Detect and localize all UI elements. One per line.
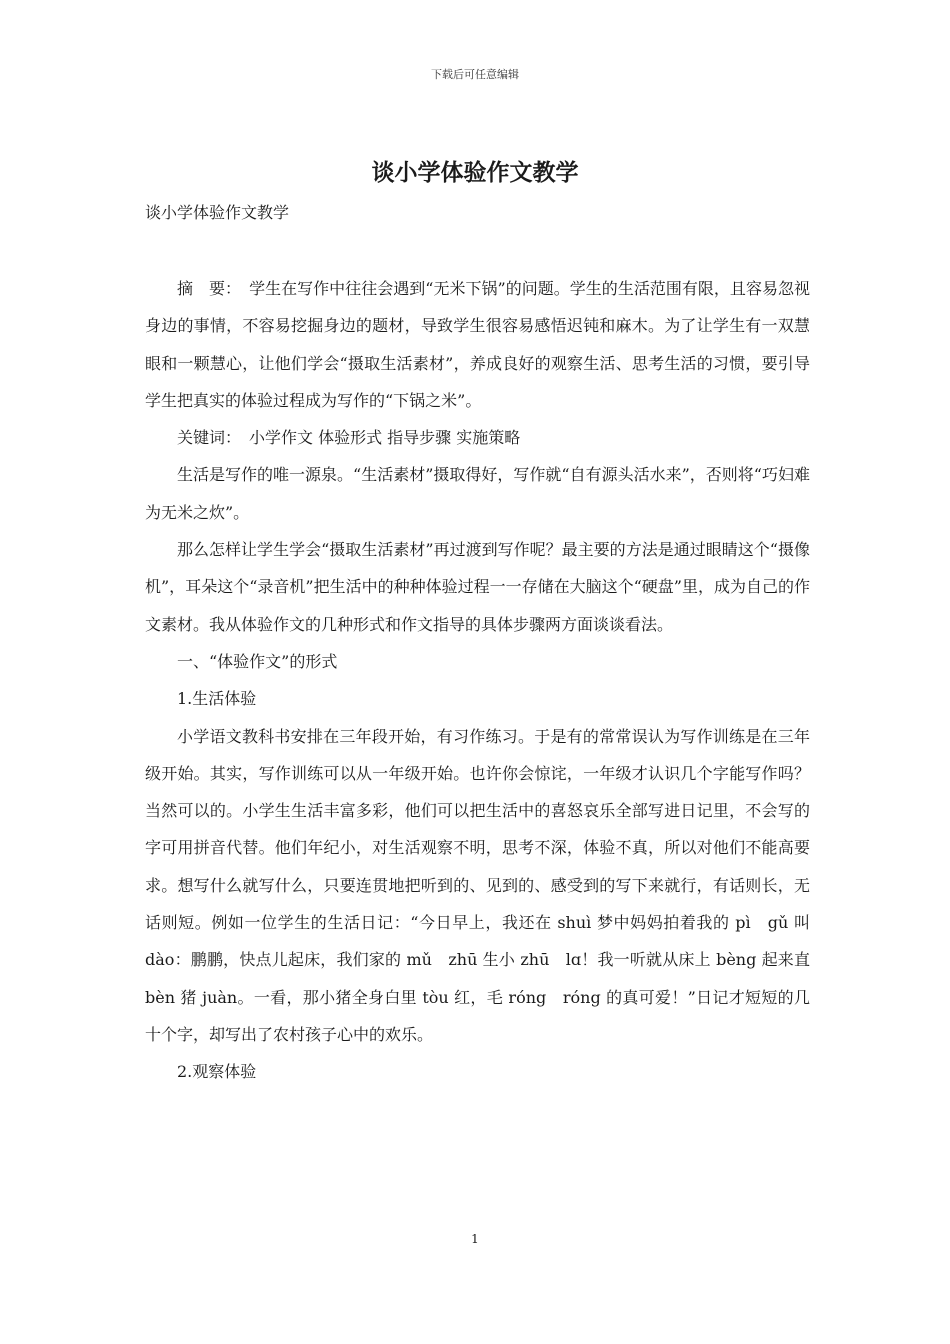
page-number: 1 [471, 1232, 479, 1246]
subsection-heading: 1.生活体验 [177, 689, 257, 709]
body-paragraph: 小学语文教科书安排在三年段开始，有习作练习。于是有的常常误认为写作训练是在三年级开始。其实，写作训练可以从一年级开始。也许你会惊诧，一年级才认识几个字能写作吗？当然可以的。小学生生活丰富多彩，他们可以把生活中的喜怒哀乐全部写进日记里，不会写的字可用拼音代替。他们年纪小，对生活观察不明，思考不深，体验不真，所以对他们不能高要求。想写什么就写什么，只要连贯地把听到的、见到的、感受到的写下来就行，有话则长，无话则短。例如一位学生的生活日记：“今日早上，我还在 shuì 梦中妈妈拍着我的 pì gǔ 叫 dào：鹏鹏，快点儿起床，我们家的 mǔ zhū 生小 zhū lɑ！我一听就从床上 bèng 起来直 bèn 猪 juàn。一看，那小猪全身白里 tòu 红，毛 róng róng 的真可爱！”日记才短短的几十个字，却写出了农村孩子心中的欢乐。 [145, 726, 810, 1044]
subsection-heading: 2.观察体验 [177, 1062, 257, 1082]
document-body [145, 270, 810, 1091]
keywords-paragraph: 关键词： 小学作文 体验形式 指导步骤 实施策略 [177, 428, 521, 448]
document-subtitle: 谈小学体验作文教学 [145, 203, 290, 222]
body-paragraph: 那么怎样让学生学会“摄取生活素材”再过渡到写作呢？最主要的方法是通过眼睛这个“摄像机”，耳朵这个“录音机”把生活中的种种体验过程一一存储在大脑这个“硬盘”里，成为自己的作文素材。我从体验作文的几种形式和作文指导的具体步骤两方面谈谈看法。 [145, 540, 810, 634]
abstract-paragraph: 摘 要： 学生在写作中往往会遇到“无米下锅”的问题。学生的生活范围有限，且容易忽视身边的事情，不容易挖掘身边的题材，导致学生很容易感悟迟钝和麻木。为了让学生有一双慧眼和一颗慧心，让他们学会“摄取生活素材”，养成良好的观察生活、思考生活的习惯，要引导学生把真实的体验过程成为写作的“下锅之米”。 [145, 279, 810, 410]
document-title: 谈小学体验作文教学 [371, 159, 579, 186]
body-paragraph: 生活是写作的唯一源泉。“生活素材”摄取得好，写作就“自有源头活水来”，否则将“巧妇难为无米之炊”。 [145, 465, 810, 522]
section-heading: 一、“体验作文”的形式 [177, 651, 338, 671]
page-header: 下载后可任意编辑 [431, 68, 519, 81]
